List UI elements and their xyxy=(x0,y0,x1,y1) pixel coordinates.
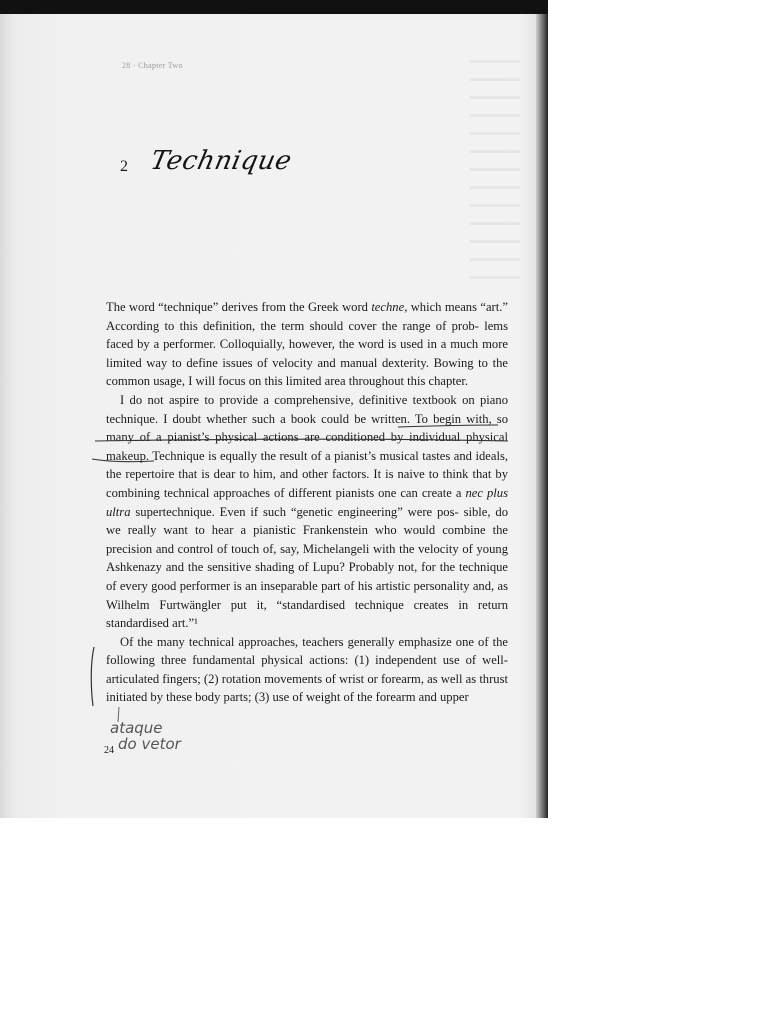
paragraph-1: The word “technique” derives from the Greek word techne, which means “art.” According to this definition, the term should cover the range of prob- lems faced by a performer. Colloquially, however, the word is used in a much more limited way to define issues of velocity and manual dexterity. Bowing to the common usage, I will focus on this limited area throughout this chapter. xyxy=(106,300,508,389)
handwritten-line-1: ataque xyxy=(110,719,163,737)
underline-3 xyxy=(92,459,154,462)
paragraph-3: Of the many technical approaches, teachers generally emphasize one of the following three fundamental physical actions: (1) independent use of well- articulated fingers; (2) rotation movements of wrist or forearm, as well as thrust initiated by these body parts; (3) use of weight of the forearm and upper xyxy=(106,634,508,705)
handwritten-note xyxy=(110,720,181,752)
underline-1 xyxy=(398,425,498,427)
page-number: 24 xyxy=(104,745,114,756)
chapter-title: Technique xyxy=(147,146,295,176)
handwritten-line-2: do vetor xyxy=(118,735,181,753)
paragraph-2: I do not aspire to provide a comprehensive, definitive textbook on piano technique. I doubt whether such a book could be written. To begin with, so many of a pianist’s physical actions are conditioned by individual physical makeup. Technique is equally the result of a pianist’s musical tastes and ideals, the repertoire that is dear to him, and other factors. It is naive to think that by combining technical approaches of different pianists one can create a nec plus ultra supertechnique. Even if such “genetic engineering” were pos- sible, do we really want to hear a pianistic Frankenstein who would combine the precision and control of touch of, say, Michelangeli with the velocity of young Ashkenazy and the sensitive shading of Lupu? Probably not, for the technique of every good performer is an inseparable part of his artistic personality and, as Wilhelm Furtwängler put it, “standardised technique creates in return standardised art.”¹ xyxy=(106,392,509,631)
margin-bracket xyxy=(91,647,94,706)
underline-2 xyxy=(95,439,508,441)
chapter-number: 2 xyxy=(120,158,128,175)
running-header: 28 · Chapter Two xyxy=(122,61,183,70)
